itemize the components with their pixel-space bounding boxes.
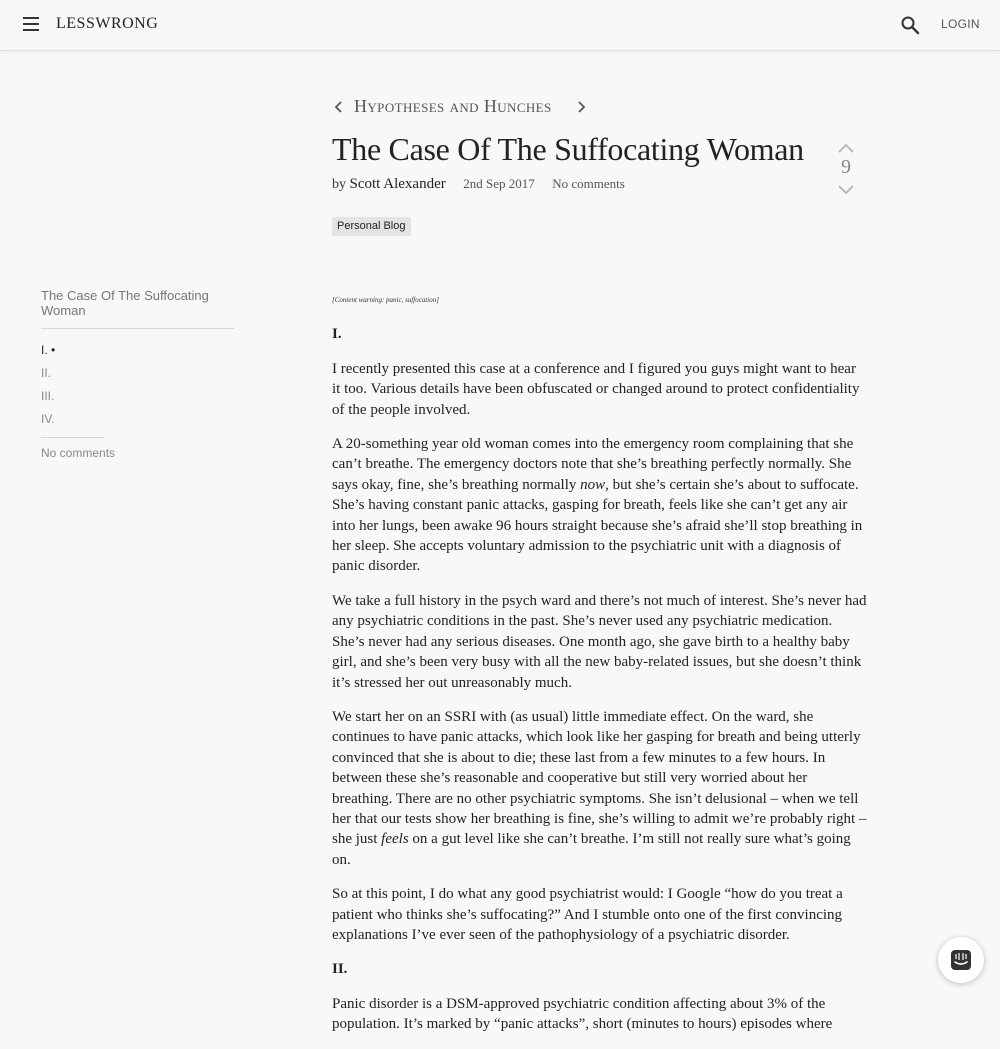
chevron-left-icon[interactable]: [332, 99, 346, 115]
post-body: [332, 290, 867, 1049]
chevron-right-icon[interactable]: [574, 99, 588, 115]
login-button[interactable]: LOGIN: [941, 17, 980, 31]
paragraph: Panic disorder is a DSM-approved psychiatric condition affecting about 3% of the population. It’s marked by “panic attacks”, short (minutes to hours) episodes where: [332, 995, 833, 1033]
paragraph: [332, 434, 867, 577]
author-link[interactable]: Scott Alexander: [349, 176, 446, 192]
menu-icon[interactable]: [23, 17, 39, 31]
paragraph: I recently presented this case at a conference and I figured you guys might want to hear it too. Various details have been obfuscated or changed around to protect confidentiality of the people involved.: [332, 360, 860, 418]
chevron-down-icon[interactable]: [836, 183, 856, 195]
toc-divider: [41, 437, 104, 438]
search-icon[interactable]: [900, 15, 920, 35]
table-of-contents: [41, 288, 234, 460]
paragraph: So at this point, I do what any good psychiatrist would: I Google “how do you treat a patient who thinks she’s suffocating?” And I stumble onto one of the first convincing explanations I’ve ever seen of the pathophysiology of a psychiatric disorder.: [332, 886, 843, 943]
emphasis-text: feels: [381, 831, 409, 848]
vote-score: 9: [841, 156, 851, 178]
post-title: The Case Of The Suffocating Woman: [332, 131, 804, 167]
comments-count-link[interactable]: No comments: [552, 176, 625, 191]
intercom-chat-icon: [950, 949, 972, 971]
toc-item-section-1[interactable]: I. •: [41, 343, 56, 357]
byline: [332, 176, 625, 193]
chat-launcher-button[interactable]: [938, 937, 984, 983]
toc-title[interactable]: The Case Of The Suffocating Woman: [41, 288, 234, 329]
by-label: by: [332, 177, 346, 192]
emphasis-text: now: [580, 476, 606, 493]
paragraph-text: We start her on an SSRI with (as usual) little immediate effect. On the ward, she continues to have panic attacks, which look like her gasping for breath and being utterly convinced that she is about to die; these last from a few minutes to a few hours. In between these she’s reasonable and cooperative but still very worried about her breathing. There are no other psychiatric symptoms. She isn’t delusional – when we tell her that our tests show her breathing is fine, she’s willing to admit we’re probably right – she just: [332, 708, 867, 848]
content-warning: [Content warning: panic, suffocation]: [332, 296, 439, 304]
section-heading-2: II.: [332, 961, 348, 978]
paragraph-text: , but she’s certain she’s about to suffocate. She’s having constant panic attacks, gasping for breath, feels like she can’t get any air into her lungs, been awake 96 hours straight because she’s afraid she’ll stop breathing in her sleep. She accepts voluntary admission to the psychiatric unit with a diagnosis of panic disorder.: [332, 476, 863, 575]
toc-items: [41, 339, 234, 431]
toc-item-section-3[interactable]: III.: [41, 389, 55, 403]
paragraph: We take a full history in the psych ward and there’s not much of interest. She’s never had any psychiatric conditions in the past. She’s never used any psychiatric medication. She’s never had any serious diseases. One month ago, she gave birth to a healthy baby girl, and she’s been very busy with all the new baby-related issues, but she doesn’t think it’s stressed her out unreasonably much.: [332, 592, 867, 691]
top-header: [0, 0, 1000, 51]
toc-comments-link[interactable]: No comments: [41, 446, 116, 460]
section-heading-1: I.: [332, 326, 342, 343]
vote-widget: [832, 138, 860, 198]
paragraph-text: on a gut level like she can’t breathe. I’m still not really sure what’s going on.: [332, 831, 851, 868]
paragraph: [332, 707, 867, 870]
paragraph-text: A 20-something year old woman comes into the emergency room complaining that she can’t breathe. The emergency doctors note that she’s breathing perfectly normally. She says okay, fine, she’s breathing normally: [332, 436, 854, 493]
post-date[interactable]: 2nd Sep 2017: [463, 176, 535, 191]
toc-item-section-4[interactable]: IV.: [41, 412, 55, 426]
tag-personal-blog[interactable]: Personal Blog: [332, 217, 411, 236]
site-title[interactable]: LESSWRONG: [56, 15, 159, 32]
chevron-up-icon[interactable]: [836, 141, 856, 153]
sequence-title[interactable]: Hypotheses and Hunches: [354, 96, 552, 116]
toc-item-section-2[interactable]: II.: [41, 366, 52, 380]
